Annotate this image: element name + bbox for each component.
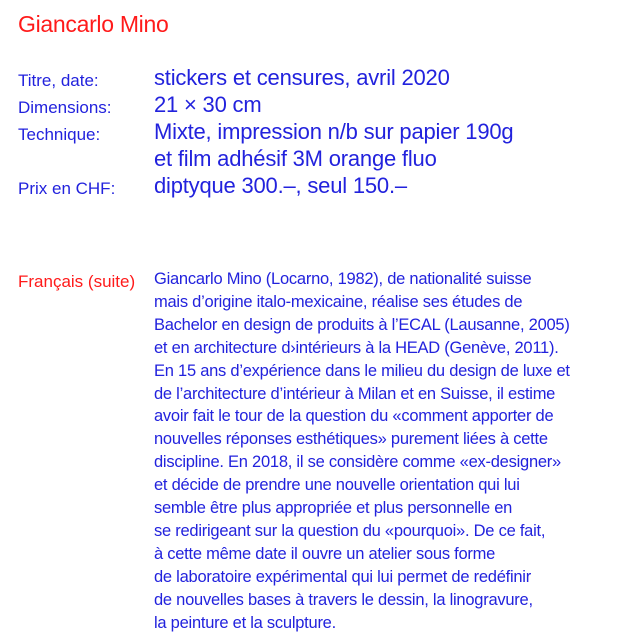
bio-line: se redirigeant sur la question du «pourquoi». De ce fait, [154,521,546,540]
bio-line: à cette même date il ouvre un atelier sous forme [154,544,496,563]
price-label: Prix en CHF: [18,179,116,198]
bio-line: En 15 ans d’expérience dans le milieu du design de luxe et [154,361,570,380]
bio-line: mais d’origine italo-mexicaine, réalise ses études de [154,292,523,311]
technique-value [154,118,513,172]
bio-line: Bachelor en design de produits à l’ECAL (Lausanne, 2005) [154,315,570,334]
bio-line: Giancarlo Mino (Locarno, 1982), de nationalité suisse [154,270,532,288]
artist-name: Giancarlo Mino [18,11,169,37]
bio-line: la peinture et la sculpture. [154,613,336,632]
bio-line: de nouvelles bases à travers le dessin, la linogravure, [154,590,533,609]
price-value: diptyque 300.–, seul 150.– [154,173,407,198]
bio-line: semble être plus appropriée et plus personnelle en [154,499,513,518]
bio-line: de l’architecture d’intérieur à Milan et en Suisse, il estime [154,384,556,403]
bio-line: et décide de prendre une nouvelle orientation qui lui [154,476,520,495]
bio-line: de laboratoire expérimental qui lui permet de redéfinir [154,567,531,586]
bio-line: discipline. En 2018, il se considère comme «ex-designer» [154,453,561,472]
bio-line: et en architecture d›intérieurs à la HEAD (Genève, 2011). [154,338,559,357]
dimensions-value: 21 × 30 cm [154,92,262,117]
title-date-label: Titre, date: [18,71,99,90]
dimensions-label: Dimensions: [18,98,112,117]
technique-value-line: Mixte, impression n/b sur papier 190g [154,119,514,144]
technique-label: Technique: [18,125,101,144]
bio-line: avoir fait le tour de la question du «comment apporter de [154,407,554,426]
technique-value-line: et film adhésif 3M orange fluo [154,146,437,171]
title-date-value: stickers et censures, avril 2020 [154,65,450,90]
bio-section-label: Français (suite) [18,272,136,291]
bio-line: nouvelles réponses esthétiques» purement liées à cette [154,430,548,449]
bio-text [154,268,624,635]
